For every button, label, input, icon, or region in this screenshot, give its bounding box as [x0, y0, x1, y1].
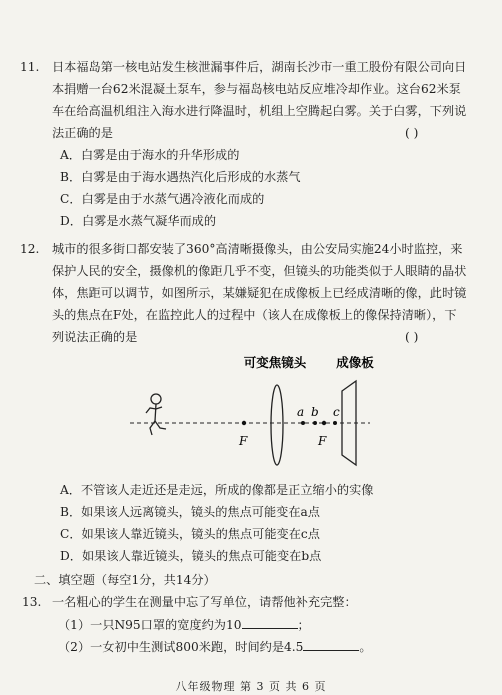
q13-number: 13.: [22, 595, 42, 609]
q11-answer-paren: ( ): [405, 126, 419, 140]
q13-text: 一名粗心的学生在测量中忘了写单位，请帮他补充完整：: [52, 595, 357, 609]
section-title: 二、填空题（每空1分，共14分）: [34, 573, 216, 587]
q11-text-line: 车在给高温机组注入海水进行降温时，机组上空腾起白雾。关于白雾，下列说: [52, 104, 467, 118]
q13-sub1-end: ；: [297, 618, 310, 632]
q11-text-line: 本捐赠一台62米混凝土泵车，参与福岛核电站反应堆冷却作业。这台62米泵: [52, 82, 461, 96]
q11-text-line: 日本福岛第一核电站发生核泄漏事件后，湖南长沙市一重工股份有限公司向日: [52, 60, 467, 74]
q12-text-line: 体，焦距可以调节，如图所示，某嫌疑犯在成像板上已经成清晰的像，此时镜: [52, 286, 467, 300]
q12-number: 12.: [20, 242, 40, 256]
q12-answer-paren: ( ): [405, 330, 419, 344]
q12-text-line: 保护人民的安全，摄像机的像距几乎不变，但镜头的功能类似于人眼睛的晶状: [52, 264, 467, 278]
q12-text-line: 列说法正确的是: [52, 330, 138, 344]
focal-label-left: F: [239, 434, 248, 448]
point-b-label: b: [311, 405, 319, 419]
board-label: 成像板: [336, 355, 374, 370]
q13-sub2-end: 。: [359, 640, 372, 654]
q13-sub2: [58, 638, 372, 655]
q11-text-line: 法正确的是: [52, 126, 113, 140]
page-footer: 八年级物理 第 3 页 共 6 页: [175, 680, 327, 693]
q12-option-c: C．如果该人靠近镜头，镜头的焦点可能变在c点: [60, 527, 320, 541]
point-c-label: c: [333, 405, 340, 419]
q13-sub1: [58, 616, 310, 633]
q11-number: 11.: [20, 60, 40, 74]
q11-option-b: B．白雾是由于海水遇热汽化后形成的水蒸气: [60, 170, 301, 184]
q11-option-a: A．白雾是由于海水的升华形成的: [60, 148, 240, 162]
q13-sub2-text: （2）一女初中生测试800米跑，时间约是4.5: [58, 640, 304, 654]
q12-option-a: A．不管该人走近还是走远，所成的像都是正立缩小的实像: [60, 483, 374, 497]
q13-sub2-blank[interactable]: [303, 638, 359, 651]
q12-text-line: 头的焦点在F处，在监控此人的过程中（该人在成像板上的像保持清晰），下: [52, 308, 457, 322]
q12-option-b: B．如果该人远离镜头，镜头的焦点可能变在a点: [60, 505, 320, 519]
focal-label-right: F: [318, 434, 327, 448]
focal-point-right: [322, 421, 326, 425]
convex-lens: [271, 385, 283, 465]
q11-option-d: D．白雾是水蒸气凝华而成的: [60, 214, 217, 228]
q13-sub1-blank[interactable]: [242, 616, 298, 629]
point-a-label: a: [297, 405, 305, 419]
person-figure: [146, 394, 166, 435]
q13-sub1-text: （1）一只N95口罩的宽度约为10: [58, 618, 242, 632]
q12-text-line: 城市的很多街口都安装了360°高清晰摄像头，由公安局实施24小时监控，来: [52, 242, 463, 256]
q12-option-d: D．如果该人靠近镜头，镜头的焦点可能变在b点: [60, 549, 322, 563]
lens-label: 可变焦镜头: [243, 355, 307, 370]
q11-option-c: C．白雾是由于水蒸气遇冷液化而成的: [60, 192, 265, 206]
optics-diagram: [130, 353, 410, 473]
focal-point-left: [242, 421, 246, 425]
point-a: [301, 421, 305, 425]
point-b: [313, 421, 317, 425]
point-c: [333, 421, 337, 425]
